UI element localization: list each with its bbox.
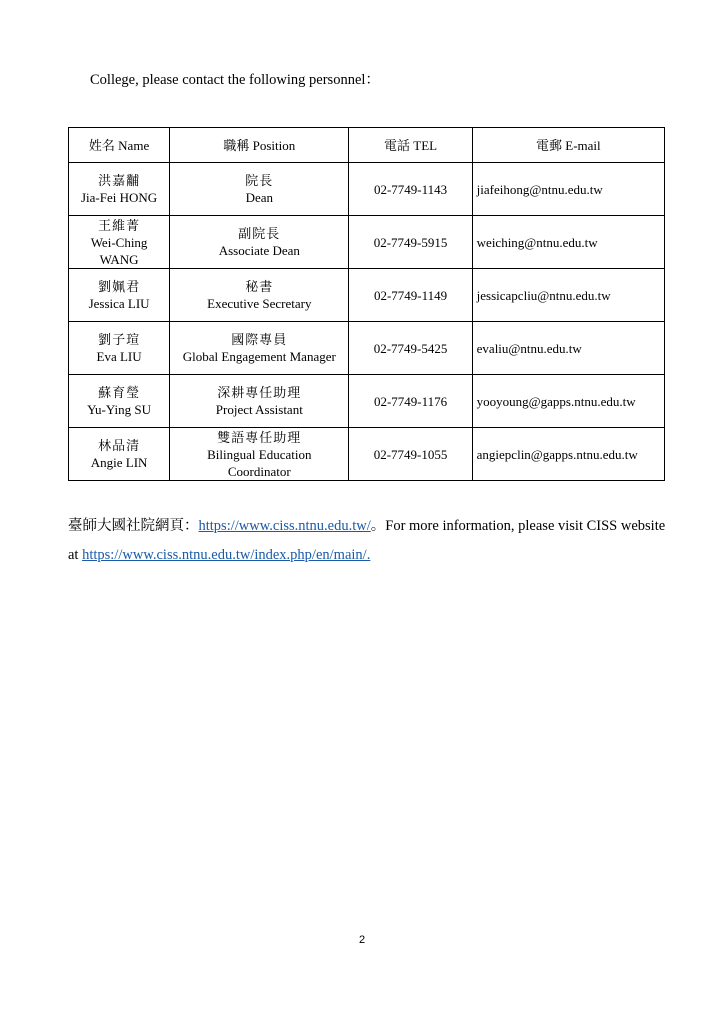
table-row	[69, 375, 665, 428]
ciss-english-link[interactable]: https://www.ciss.ntnu.edu.tw/index.php/en/main/.	[82, 547, 371, 563]
tel-cell: 02-7749-1143	[349, 163, 472, 216]
name-zh: 蘇育瑩	[98, 385, 141, 400]
name-zh: 王維菁	[98, 217, 141, 233]
name-zh: 劉姵君	[98, 279, 141, 294]
table-row	[69, 269, 665, 322]
name-cell	[69, 216, 170, 269]
position-cell	[170, 375, 349, 428]
email-cell[interactable]: jessicapcliu@ntnu.edu.tw	[472, 269, 664, 322]
position-zh: 深耕專任助理	[217, 385, 302, 400]
position-en: Bilingual Education Coordinator	[207, 446, 312, 479]
tel-cell: 02-7749-1149	[349, 269, 472, 322]
position-cell	[170, 428, 349, 481]
name-cell	[69, 269, 170, 322]
footer-prefix: 臺師大國社院網頁：	[68, 518, 199, 534]
tel-cell: 02-7749-1055	[349, 428, 472, 481]
table-row	[69, 216, 665, 269]
position-zh: 雙語專任助理	[217, 429, 302, 445]
header-email: 電郵 E-mail	[472, 128, 664, 163]
name-zh: 劉子瑄	[98, 332, 141, 347]
position-en: Executive Secretary	[207, 296, 312, 311]
email-cell[interactable]: angiepclin@gapps.ntnu.edu.tw	[472, 428, 664, 481]
header-tel: 電話 TEL	[349, 128, 472, 163]
table-row	[69, 428, 665, 481]
name-en: Jessica LIU	[88, 296, 150, 311]
position-en: Global Engagement Manager	[182, 349, 336, 364]
name-zh: 林品清	[98, 438, 141, 453]
position-en: Dean	[245, 190, 274, 205]
table-row	[69, 322, 665, 375]
position-zh: 院長	[245, 173, 274, 188]
name-zh: 洪嘉黼	[98, 173, 141, 188]
position-cell	[170, 163, 349, 216]
contact-table	[68, 127, 665, 481]
name-cell	[69, 322, 170, 375]
intro-text: College, please contact the following personnel：	[90, 72, 380, 88]
footer-middle: 。For more information, please visit CISS website at	[68, 518, 666, 563]
name-en: Yu-Ying SU	[87, 402, 152, 417]
position-zh: 國際專員	[231, 332, 288, 347]
position-cell	[170, 322, 349, 375]
position-en: Project Assistant	[215, 402, 303, 417]
table-header-row	[69, 128, 665, 163]
header-name: 姓名 Name	[69, 128, 170, 163]
name-cell	[69, 375, 170, 428]
name-en: Angie LIN	[90, 455, 148, 470]
position-en: Associate Dean	[218, 243, 300, 258]
tel-cell: 02-7749-5915	[349, 216, 472, 269]
footer-paragraph	[68, 512, 668, 570]
position-zh: 秘書	[245, 279, 274, 294]
email-cell[interactable]: weiching@ntnu.edu.tw	[472, 216, 664, 269]
table-row	[69, 163, 665, 216]
name-en: Eva LIU	[96, 349, 142, 364]
tel-cell: 02-7749-1176	[349, 375, 472, 428]
name-cell	[69, 163, 170, 216]
tel-cell: 02-7749-5425	[349, 322, 472, 375]
email-cell[interactable]: yooyoung@gapps.ntnu.edu.tw	[472, 375, 664, 428]
page-number: 2	[358, 934, 366, 946]
position-cell	[170, 269, 349, 322]
header-position: 職稱 Position	[170, 128, 349, 163]
position-cell	[170, 216, 349, 269]
email-cell[interactable]: jiafeihong@ntnu.edu.tw	[472, 163, 664, 216]
email-cell[interactable]: evaliu@ntnu.edu.tw	[472, 322, 664, 375]
name-cell	[69, 428, 170, 481]
name-en: Wei-Ching WANG	[90, 234, 148, 267]
ciss-home-link[interactable]: https://www.ciss.ntnu.edu.tw/	[198, 518, 371, 534]
position-zh: 副院長	[238, 226, 281, 241]
name-en: Jia-Fei HONG	[80, 190, 158, 205]
